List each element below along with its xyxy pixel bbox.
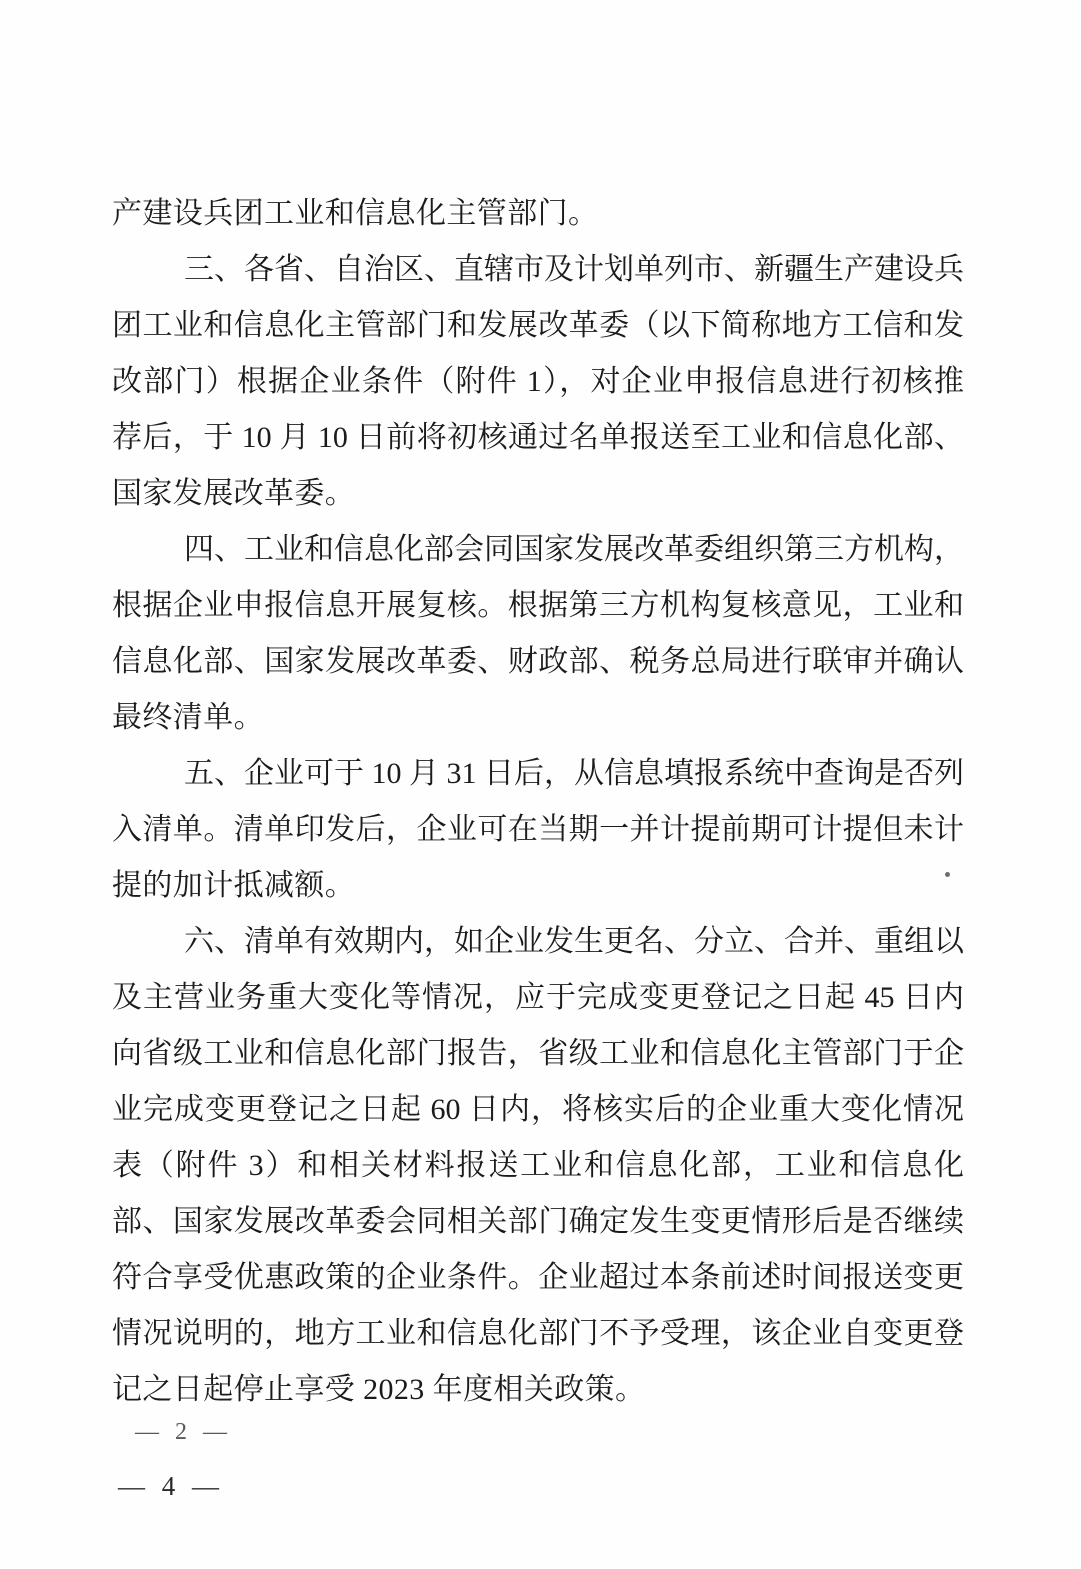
page-number-outer: — 4 — xyxy=(118,1471,224,1501)
document-line: 表（附件 3）和相关材料报送工业和信息化部，工业和信息化 xyxy=(112,1149,964,1182)
document-line: 向省级工业和信息化部门报告，省级工业和信息化主管部门于企 xyxy=(112,1037,964,1070)
document-line: 符合享受优惠政策的企业条件。企业超过本条前述时间报送变更 xyxy=(112,1261,964,1294)
document-line: 业完成变更登记之日起 60 日内，将核实后的企业重大变化情况 xyxy=(112,1093,964,1126)
document-line: 入清单。清单印发后，企业可在当期一并计提前期可计提但未计 xyxy=(112,813,964,846)
document-line: 提的加计抵减额。 xyxy=(112,869,356,902)
document-line: 团工业和信息化主管部门和发展改革委（以下简称地方工信和发 xyxy=(112,309,964,342)
document-line: 根据企业申报信息开展复核。根据第三方机构复核意见，工业和 xyxy=(112,589,964,622)
document-line: 产建设兵团工业和信息化主管部门。 xyxy=(112,197,599,230)
document-line: 最终清单。 xyxy=(112,701,264,734)
document-line: 部、国家发展改革委会同相关部门确定发生变更情形后是否继续 xyxy=(112,1205,964,1238)
document-line: 荐后，于 10 月 10 日前将初核通过名单报送至工业和信息化部、 xyxy=(112,421,964,454)
document-body xyxy=(112,186,964,1418)
document-line: 三、各省、自治区、直辖市及计划单列市、新疆生产建设兵 xyxy=(184,253,964,286)
document-line: 记之日起停止享受 2023 年度相关政策。 xyxy=(112,1373,646,1406)
document-line: 五、企业可于 10 月 31 日后，从信息填报系统中查询是否列 xyxy=(184,757,964,790)
document-line: 改部门）根据企业条件（附件 1），对企业申报信息进行初核推 xyxy=(112,365,964,398)
document-line: 及主营业务重大变化等情况，应于完成变更登记之日起 45 日内 xyxy=(112,981,964,1014)
document-line: 六、清单有效期内，如企业发生更名、分立、合并、重组以 xyxy=(184,925,964,958)
document-line: 国家发展改革委。 xyxy=(112,477,356,510)
document-line: 四、工业和信息化部会同国家发展改革委组织第三方机构， xyxy=(184,533,964,566)
page-number-inner: — 2 — xyxy=(135,1419,232,1445)
scan-artifact-dot xyxy=(945,872,950,877)
document-line: 情况说明的，地方工业和信息化部门不予受理，该企业自变更登 xyxy=(112,1317,964,1350)
document-line: 信息化部、国家发展改革委、财政部、税务总局进行联审并确认 xyxy=(112,645,964,678)
